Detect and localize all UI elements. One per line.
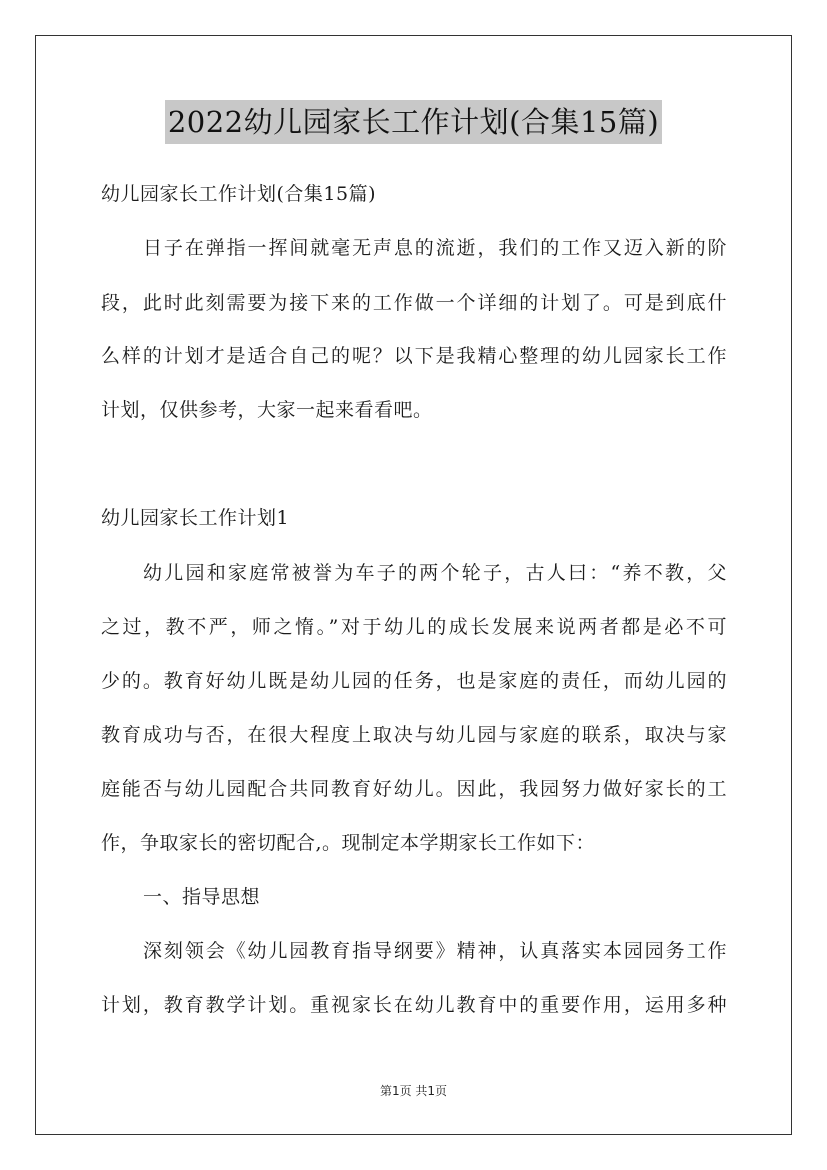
intro-paragraph-line: 么样的计划才是适合自己的呢？以下是我精心整理的幼儿园家长工作 (101, 345, 727, 367)
page-footer: 第1页 共1页 (379, 1084, 448, 1098)
document-title: 2022幼儿园家长工作计划(合集15篇) (165, 100, 662, 144)
body-paragraph-line: 教育成功与否，在很大程度上取决与幼儿园与家庭的联系，取决与家 (101, 724, 727, 746)
body-paragraph-line: 深刻领会《幼儿园教育指导纲要》精神，认真落实本园园务工作 (143, 940, 727, 962)
body-paragraph-line: 计划，教育教学计划。重视家长在幼儿教育中的重要作用，运用多种 (101, 994, 727, 1016)
body-paragraph-line: 庭能否与幼儿园配合共同教育好幼儿。因此，我园努力做好家长的工 (101, 778, 727, 800)
subsection-heading: 一、指导思想 (143, 886, 261, 908)
intro-paragraph-line: 计划，仅供参考，大家一起来看看吧。 (101, 399, 433, 421)
intro-paragraph-line: 日子在弹指一挥间就毫无声息的流逝，我们的工作又迈入新的阶 (143, 237, 727, 259)
intro-paragraph-line: 段，此时此刻需要为接下来的工作做一个详细的计划了。可是到底什 (101, 292, 727, 314)
section-heading: 幼儿园家长工作计划1 (101, 507, 290, 529)
body-paragraph-line: 少的。教育好幼儿既是幼儿园的任务，也是家庭的责任，而幼儿园的 (101, 670, 727, 692)
body-paragraph-line: 作，争取家长的密切配合,。现制定本学期家长工作如下： (101, 832, 596, 854)
body-paragraph-line: 之过，教不严，师之惰。”对于幼儿的成长发展来说两者都是必不可 (101, 616, 727, 638)
document-subtitle: 幼儿园家长工作计划(合集15篇) (101, 183, 377, 205)
title-container (0, 100, 827, 144)
body-paragraph-line: 幼儿园和家庭常被誉为车子的两个轮子，古人曰：“养不教，父 (143, 562, 727, 584)
